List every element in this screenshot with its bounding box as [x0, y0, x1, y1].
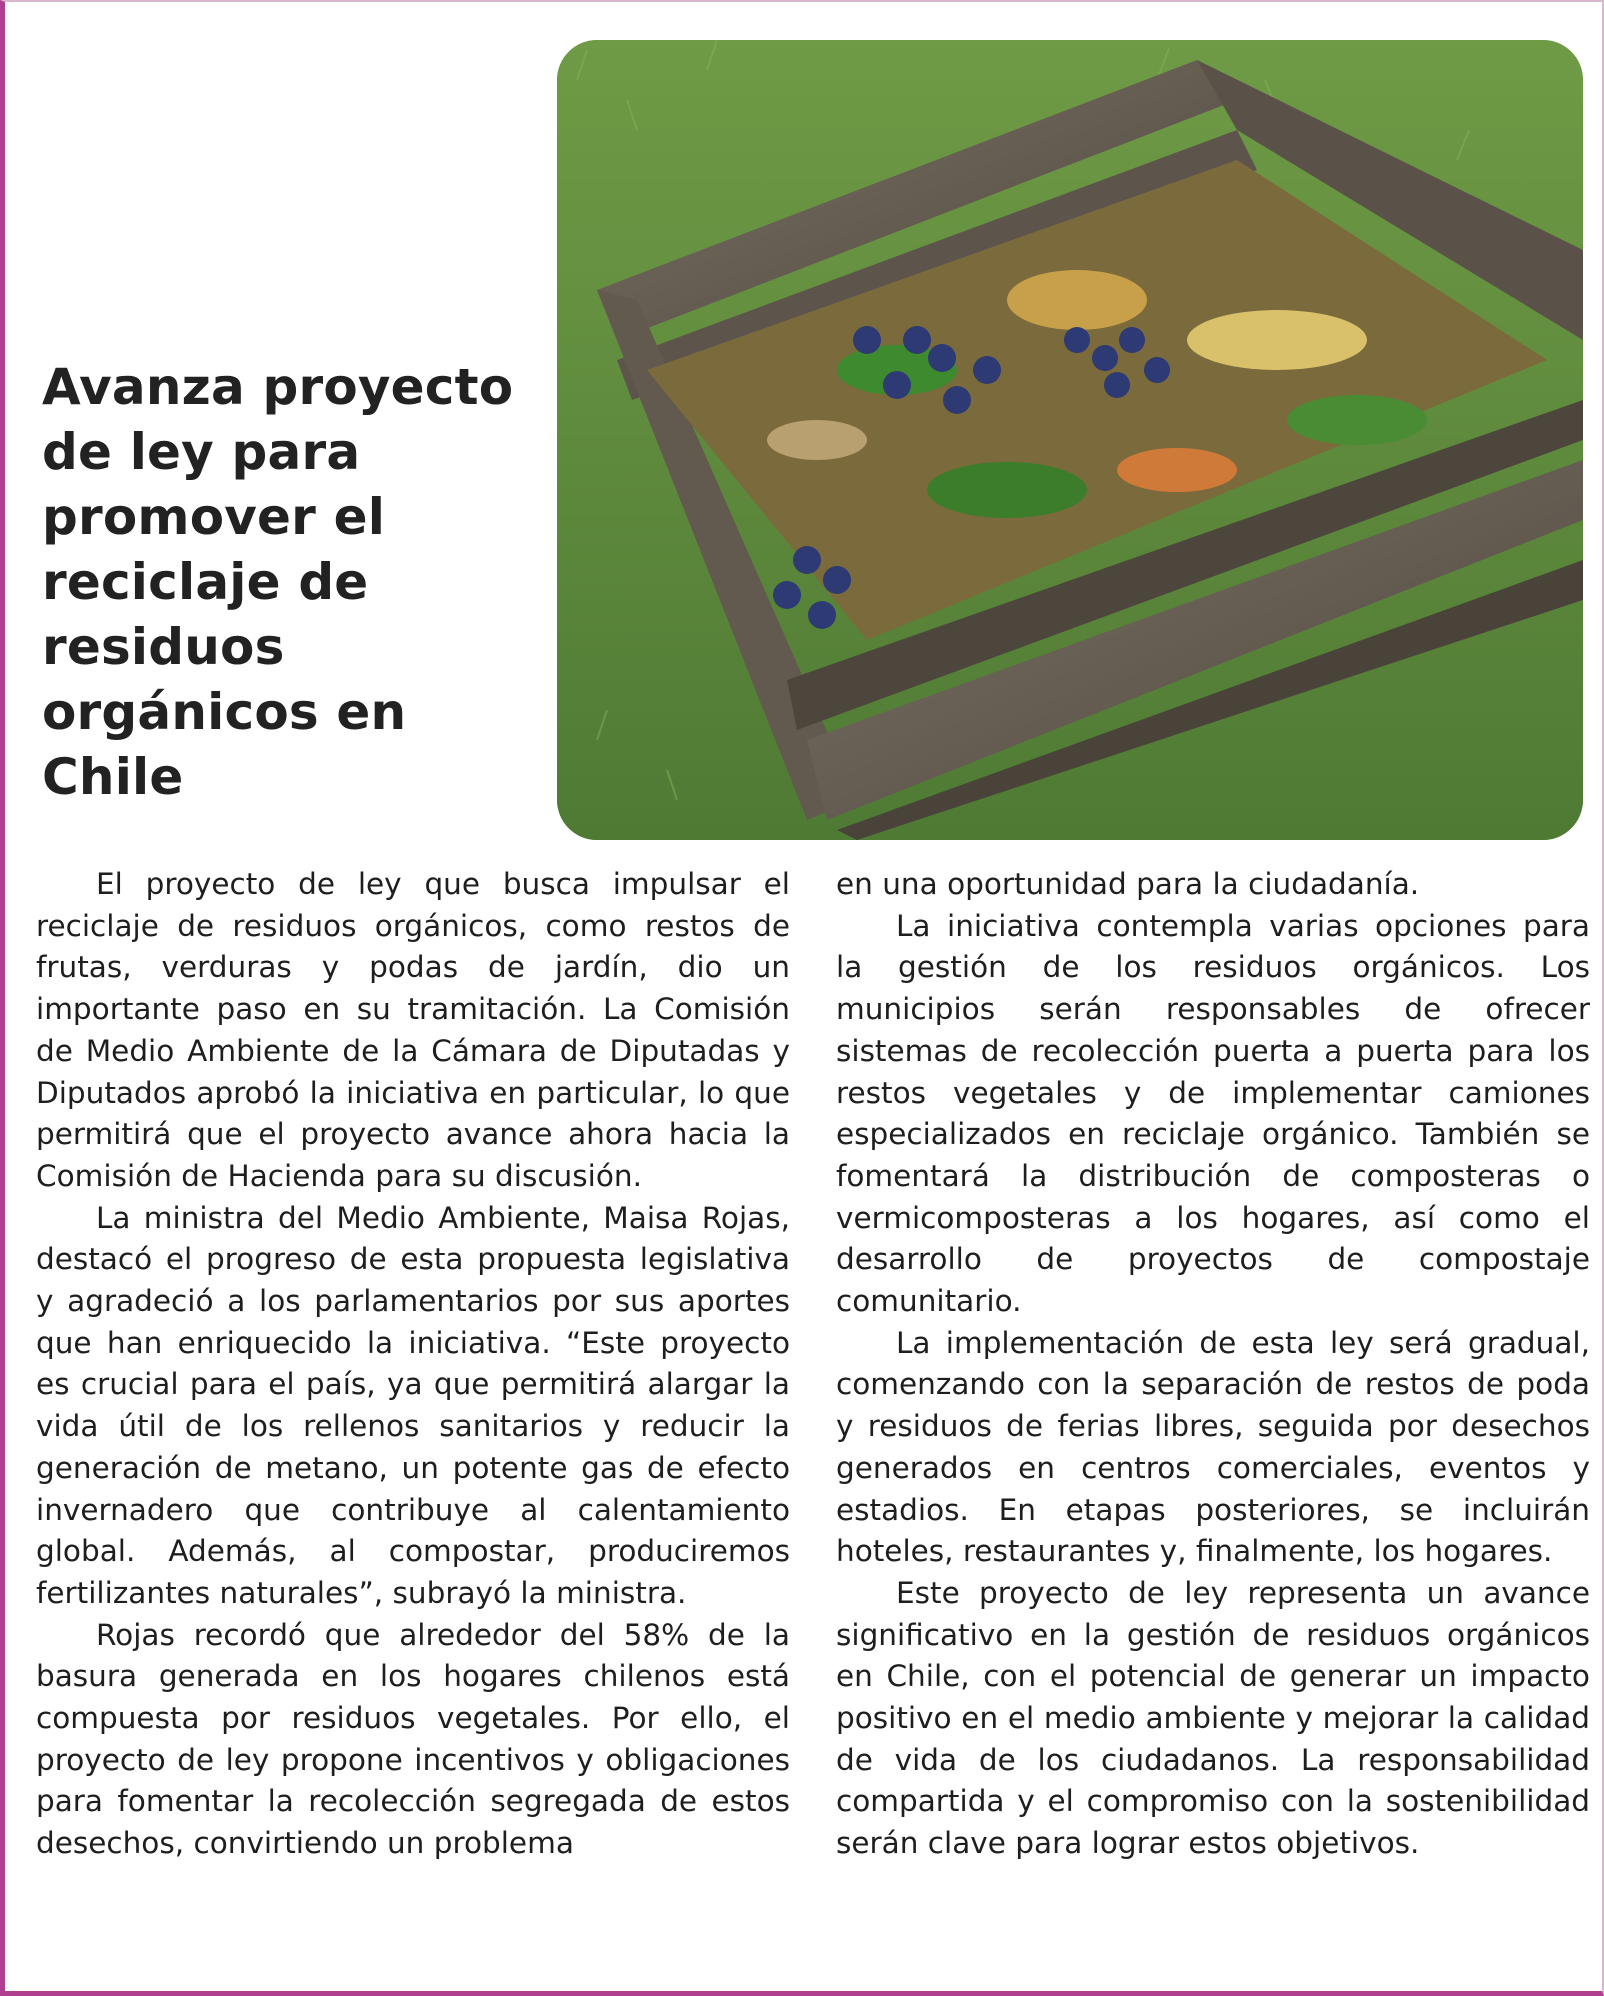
article-paragraph: Rojas recordó que alrededor del 58% de la basura generada en los hogares chilenos está compuesta por residuos vegetales. Por ello, el proyecto de ley propone incentivos y obligaciones para fomentar la recolección segregada de estos desechos, convirtiendo un problema	[36, 1617, 790, 1861]
article-paragraph: Este proyecto de ley representa un avance significativo en la gestión de residuos orgánicos en Chile, con el potencial de generar un impacto positivo en el medio ambiente y mejorar la calidad de vida de los ciudadanos. La responsabilidad compartida y el compromiso con la sostenibilidad serán clave para lograr estos objetivos.	[836, 1575, 1590, 1861]
article-paragraph: La ministra del Medio Ambiente, Maisa Rojas, destacó el progreso de esta propuesta legislativa y agradeció a los parlamentarios por sus aportes que han enriquecido la iniciativa. “Este proyecto es crucial para el país, ya que permitirá alargar la vida útil de los rellenos sanitarios y reducir la generación de metano, un potente gas de efecto invernadero que contribuye al calentamiento global. Además, al compostar, produciremos fertilizantes naturales”, subrayó la ministra.	[36, 1200, 790, 1610]
article-headline: Avanza proyecto de ley para promover el reciclaje de residuos orgánicos en Chile	[42, 358, 514, 806]
article-paragraph-continuation: en una oportunidad para la ciudadanía.	[836, 867, 1420, 901]
article-column-left	[36, 864, 790, 1865]
article-paragraph: La iniciativa contempla varias opciones para la gestión de los residuos orgánicos. Los municipios serán responsables de ofrecer sistemas de recolección puerta a puerta para los restos vegetales y de implementar camiones especializados en reciclaje orgánico. También se fomentará la distribución de composteras o vermicomposteras a los hogares, así como el desarrollo de proyectos de compostaje comunitario.	[836, 908, 1590, 1319]
compost-bin-photo	[557, 40, 1583, 840]
article-paragraph: La implementación de esta ley será gradual, comenzando con la separación de restos de poda y residuos de ferias libres, seguida por desechos generados en centros comerciales, eventos y estadios. En etapas posteriores, se incluirán hoteles, restaurantes y, finalmente, los hogares.	[836, 1325, 1590, 1569]
compost-bin-illustration	[557, 40, 1583, 840]
article-column-right	[836, 864, 1590, 1865]
article-paragraph: El proyecto de ley que busca impulsar el reciclaje de residuos orgánicos, como restos de frutas, verduras y podas de jardín, dio un importante paso en su tramitación. La Comisión de Medio Ambiente de la Cámara de Diputadas y Diputados aprobó la iniciativa en particular, lo que permitirá que el proyecto avance ahora hacia la Comisión de Hacienda para su discusión.	[36, 867, 790, 1193]
